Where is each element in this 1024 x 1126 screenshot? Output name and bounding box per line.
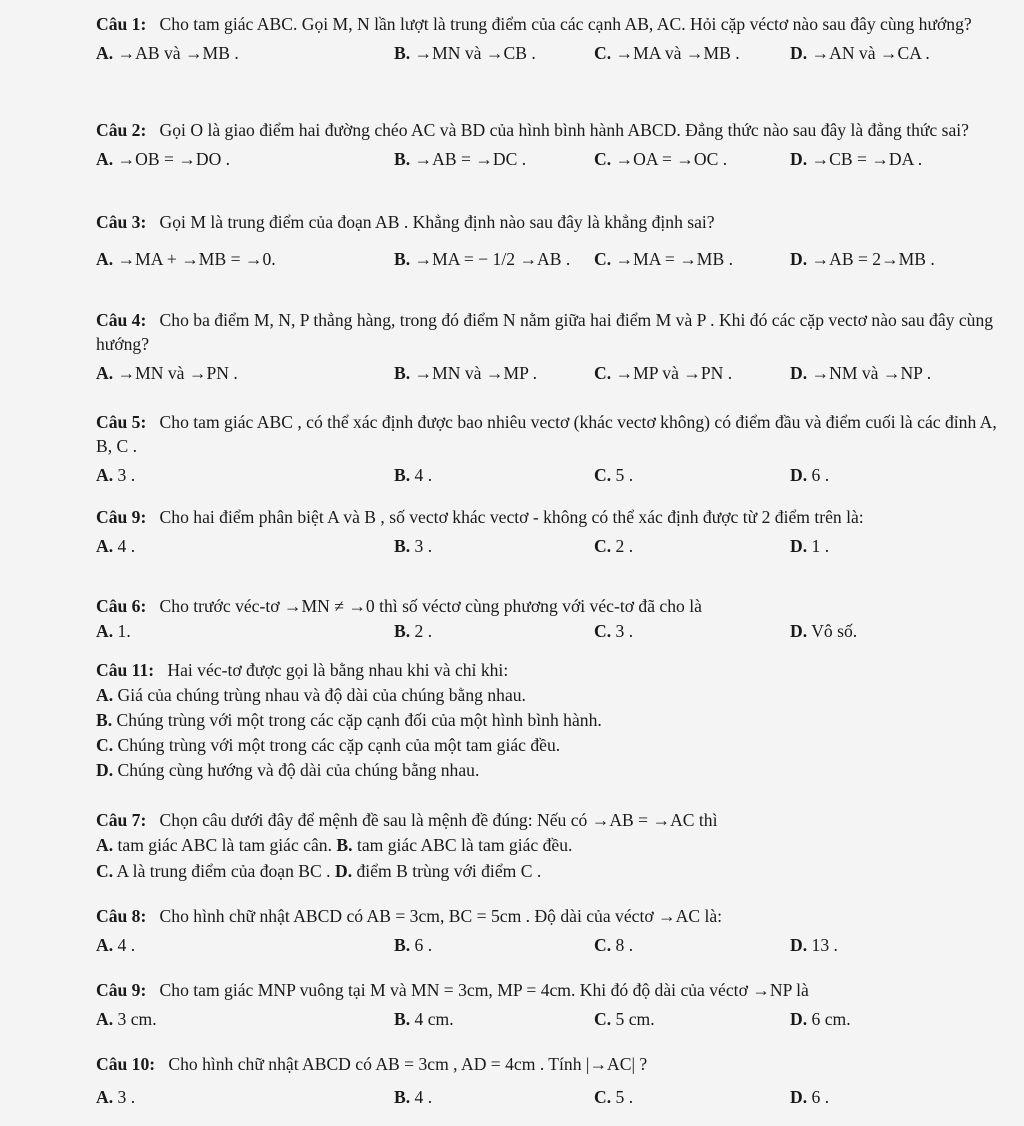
option-b[interactable]: B. →MN và →CB . xyxy=(394,43,536,63)
option-b[interactable]: B. 4 . xyxy=(394,1087,433,1107)
question-label: Câu 9: xyxy=(96,980,147,1000)
question-label: Câu 8: xyxy=(96,906,147,926)
option-d[interactable]: D. →AN và →CA . xyxy=(790,43,930,63)
question-stem: Câu 8: Cho hình chữ nhật ABCD có AB = 3cm, BC = 5cm . Độ dài của véctơ →AC là: xyxy=(96,906,723,926)
option-a[interactable]: A. Giá của chúng trùng nhau và độ dài của chúng bằng nhau. xyxy=(96,685,526,705)
question-label: Câu 6: xyxy=(96,596,147,616)
question-label: Câu 11: xyxy=(96,660,155,680)
option-d[interactable]: D. 13 . xyxy=(790,935,838,955)
option-c[interactable]: C. →MA và →MB . xyxy=(594,43,740,63)
question-label: Câu 2: xyxy=(96,120,147,140)
options-row xyxy=(0,932,1024,958)
question-10 xyxy=(0,1052,1024,1110)
option-c[interactable]: C. 2 . xyxy=(594,536,634,556)
option-b[interactable]: B. 2 . xyxy=(394,621,433,641)
option-d[interactable]: D. điểm B trùng với điểm C . xyxy=(334,861,542,881)
option-c[interactable]: C. →MA = →MB . xyxy=(594,249,733,269)
option-b[interactable]: B. 4 cm. xyxy=(394,1009,454,1029)
option-b[interactable]: B. 3 . xyxy=(394,536,433,556)
question-6 xyxy=(0,594,1024,644)
question-stem: Câu 2: Gọi O là giao điểm hai đường chéo AC và BD của hình bình hành ABCD. Đẳng thức nào sau đây là đẳng thức sai? xyxy=(96,120,969,140)
option-a[interactable]: A. 1. xyxy=(96,621,131,641)
options-row xyxy=(0,618,1024,644)
option-b[interactable]: B. →AB = →DC . xyxy=(394,149,527,169)
question-label: Câu 9: xyxy=(96,507,147,527)
option-a[interactable]: A. 3 . xyxy=(96,465,136,485)
question-stem: Câu 3: Gọi M là trung điểm của đoạn AB . Khẳng định nào sau đây là khẳng định sai? xyxy=(96,212,715,232)
option-a[interactable]: A. →AB và →MB . xyxy=(96,43,239,63)
option-d[interactable]: D. 6 . xyxy=(790,1087,830,1107)
question-stem: Câu 4: Cho ba điểm M, N, P thẳng hàng, trong đó điểm N nằm giữa hai điểm M và P . Khi đó các cặp vectơ nào sau đây cùng hướng? xyxy=(96,310,994,354)
option-d[interactable]: D. →CB = →DA . xyxy=(790,149,923,169)
option-b[interactable]: B. 4 . xyxy=(394,465,433,485)
option-a[interactable]: A. tam giác ABC là tam giác cân. xyxy=(96,835,332,855)
option-c[interactable]: C. 3 . xyxy=(594,621,634,641)
option-c[interactable]: C. 5 cm. xyxy=(594,1009,655,1029)
options-row xyxy=(0,462,1024,488)
option-b[interactable]: B. tam giác ABC là tam giác đều. xyxy=(336,835,573,855)
question-label: Câu 3: xyxy=(96,212,147,232)
question-3 xyxy=(0,210,1024,272)
question-stem: Câu 7: Chọn câu dưới đây để mệnh đề sau là mệnh đề đúng: Nếu có →AB = →AC thì xyxy=(96,810,718,830)
option-d[interactable]: D. Chúng cùng hướng và độ dài của chúng bằng nhau. xyxy=(96,760,480,780)
options-line-2 xyxy=(96,859,1024,883)
options-row xyxy=(0,360,1024,386)
question-7 xyxy=(0,808,1024,883)
option-c[interactable]: C. 5 . xyxy=(594,1087,634,1107)
options-row xyxy=(0,146,1024,172)
option-c[interactable]: C. →MP và →PN . xyxy=(594,363,733,383)
option-a[interactable]: A. 3 cm. xyxy=(96,1009,157,1029)
option-d[interactable]: D. 1 . xyxy=(790,536,830,556)
option-c[interactable]: C. 8 . xyxy=(594,935,634,955)
question-stem: Câu 9: Cho hai điểm phân biệt A và B , số vectơ khác vectơ - không có thể xác định được từ 2 điểm trên là: xyxy=(96,507,864,527)
options-line-1 xyxy=(96,833,1024,857)
question-label: Câu 1: xyxy=(96,14,147,34)
option-a[interactable]: A. 4 . xyxy=(96,935,136,955)
question-8 xyxy=(0,904,1024,958)
question-stem: Câu 5: Cho tam giác ABC , có thể xác định được bao nhiêu vectơ (khác vectơ không) có điểm đầu và điểm cuối là các đỉnh A, B, C . xyxy=(96,412,997,456)
question-stem: Câu 10: Cho hình chữ nhật ABCD có AB = 3cm , AD = 4cm . Tính |→AC| ? xyxy=(96,1054,648,1074)
question-label: Câu 5: xyxy=(96,412,147,432)
question-9b xyxy=(0,978,1024,1032)
option-a[interactable]: A. →MA + →MB = →0. xyxy=(96,249,276,269)
option-c[interactable]: C. 5 . xyxy=(594,465,634,485)
option-d[interactable]: D. →AB = 2→MB . xyxy=(790,249,935,269)
question-2 xyxy=(0,118,1024,172)
question-1 xyxy=(0,12,1024,66)
question-9a xyxy=(0,505,1024,559)
option-a[interactable]: A. →MN và →PN . xyxy=(96,363,238,383)
question-11 xyxy=(0,658,1024,782)
question-label: Câu 4: xyxy=(96,310,147,330)
option-a[interactable]: A. 4 . xyxy=(96,536,136,556)
option-b[interactable]: B. Chúng trùng với một trong các cặp cạnh đối của một hình bình hành. xyxy=(96,710,602,730)
option-c[interactable]: C. Chúng trùng với một trong các cặp cạnh của một tam giác đều. xyxy=(96,735,561,755)
options-row xyxy=(0,1006,1024,1032)
question-4 xyxy=(0,308,1024,386)
question-label: Câu 7: xyxy=(96,810,147,830)
option-c[interactable]: C. →OA = →OC . xyxy=(594,149,728,169)
options-row xyxy=(0,533,1024,559)
option-d[interactable]: D. 6 cm. xyxy=(790,1009,851,1029)
option-b[interactable]: B. 6 . xyxy=(394,935,433,955)
option-d[interactable]: D. Vô số. xyxy=(790,621,858,641)
options-row xyxy=(0,40,1024,66)
options-row xyxy=(0,246,1024,272)
option-b[interactable]: B. →MN và →MP . xyxy=(394,363,538,383)
question-stem: Câu 9: Cho tam giác MNP vuông tại M và MN = 3cm, MP = 4cm. Khi đó độ dài của véctơ →NP là xyxy=(96,980,809,1000)
question-5 xyxy=(0,410,1024,488)
option-a[interactable]: A. 3 . xyxy=(96,1087,136,1107)
question-label: Câu 10: xyxy=(96,1054,156,1074)
option-a[interactable]: A. →OB = →DO . xyxy=(96,149,231,169)
options-row xyxy=(0,1084,1024,1110)
question-stem: Câu 11: Hai véc-tơ được gọi là bằng nhau khi và chỉ khi: xyxy=(96,660,509,680)
option-c[interactable]: C. A là trung điểm của đoạn BC . xyxy=(96,861,331,881)
question-stem: Câu 6: Cho trước véc-tơ →MN ≠ →0 thì số véctơ cùng phương với véc-tơ đã cho là xyxy=(96,596,702,616)
option-d[interactable]: D. 6 . xyxy=(790,465,830,485)
option-b[interactable]: B. →MA = − 1/2 →AB . xyxy=(394,249,571,269)
question-stem: Câu 1: Cho tam giác ABC. Gọi M, N lần lượt là trung điểm của các cạnh AB, AC. Hỏi cặp véctơ nào sau đây cùng hướng? xyxy=(96,14,972,34)
option-d[interactable]: D. →NM và →NP . xyxy=(790,363,932,383)
